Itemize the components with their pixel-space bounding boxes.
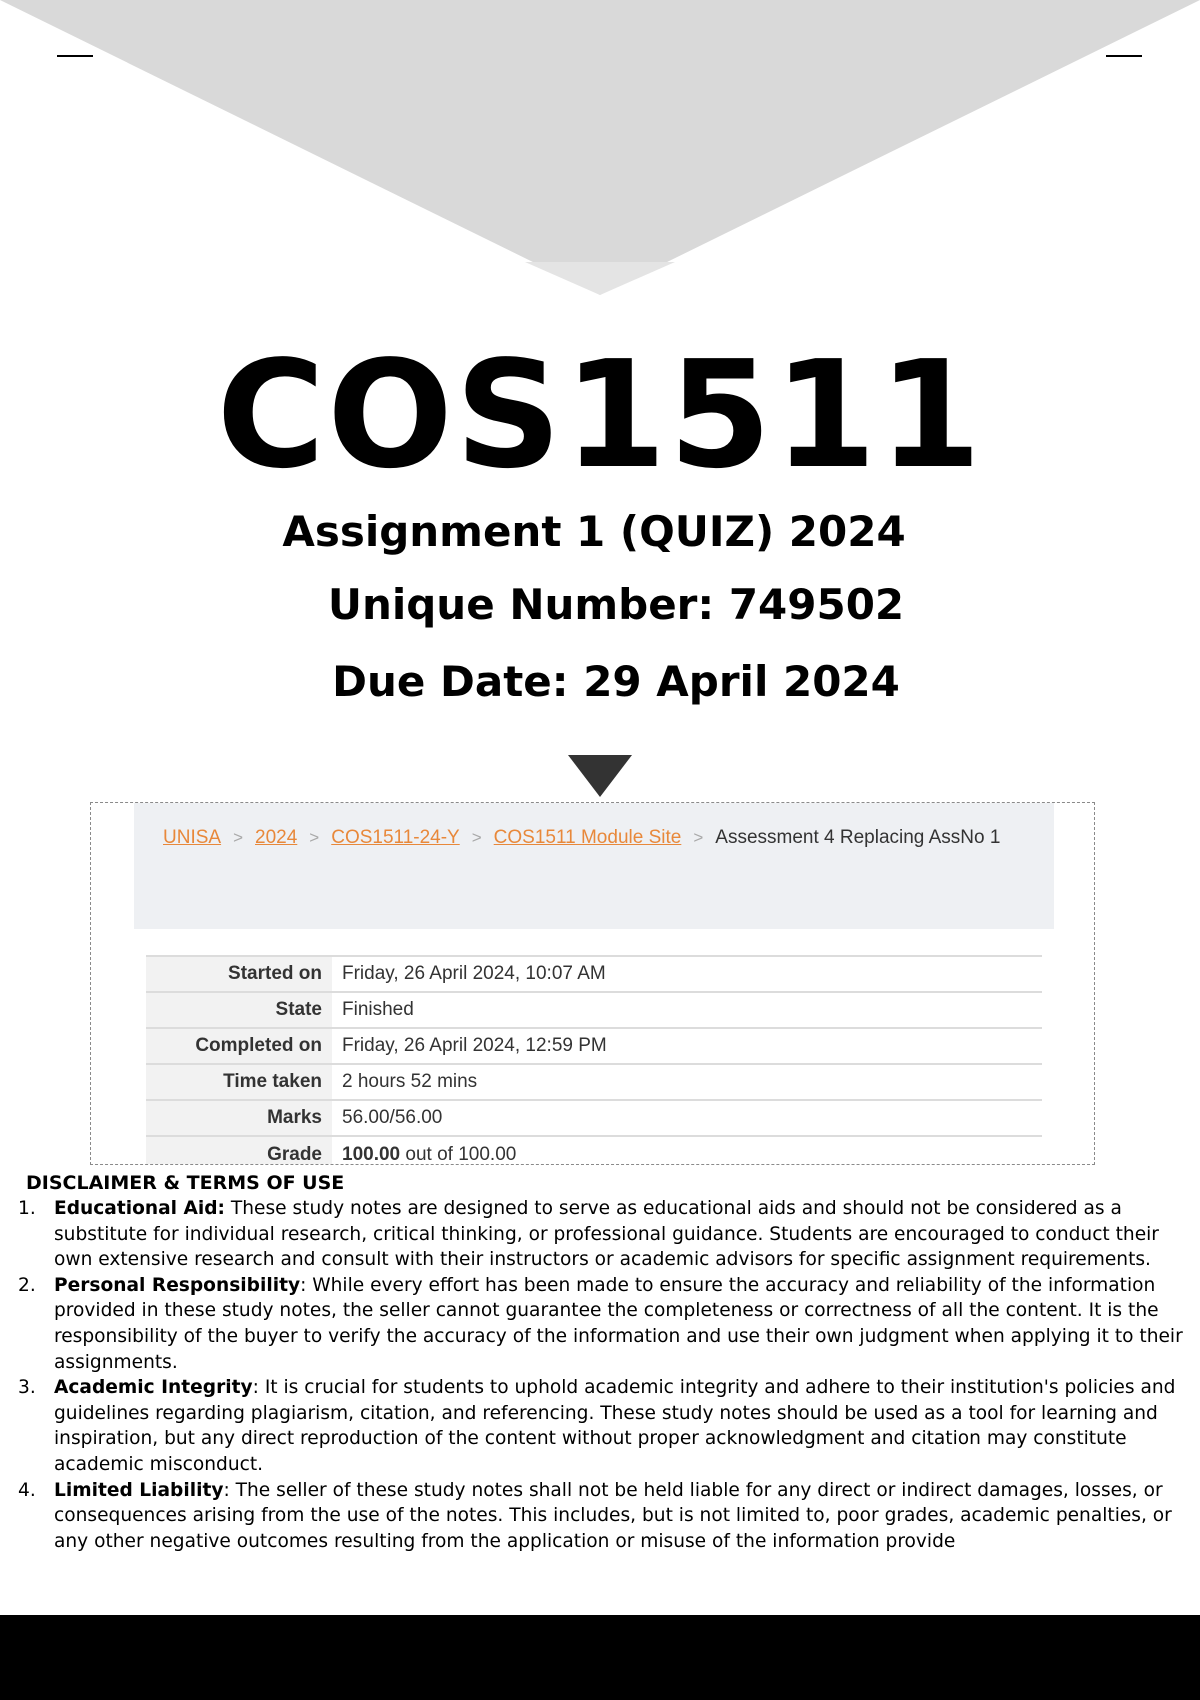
term-name: Limited Liability xyxy=(54,1479,224,1501)
row-value-grade xyxy=(332,1136,1042,1165)
corner-dash-left xyxy=(57,55,93,57)
row-label-grade: Grade xyxy=(146,1136,332,1165)
quiz-result-screenshot xyxy=(90,802,1095,1165)
breadcrumb-bar xyxy=(134,803,1054,929)
table-row xyxy=(146,992,1042,1028)
row-value-started-on: Friday, 26 April 2024, 10:07 AM xyxy=(332,956,1042,992)
assignment-title: Assignment 1 (QUIZ) 2024 xyxy=(282,507,906,556)
list-item xyxy=(18,1196,1188,1273)
down-arrow-icon xyxy=(568,755,632,797)
breadcrumb xyxy=(163,827,1000,849)
list-item xyxy=(18,1375,1188,1477)
term-name: Personal Responsibility xyxy=(54,1274,301,1296)
term-name: Educational Aid: xyxy=(54,1198,225,1219)
attempt-summary-table xyxy=(146,955,1042,1165)
row-label-started-on: Started on xyxy=(146,956,332,992)
footer-band xyxy=(0,1615,1200,1700)
item-number: 4. xyxy=(18,1479,36,1501)
due-date: Due Date: 29 April 2024 xyxy=(332,657,900,706)
breadcrumb-link-unisa[interactable]: UNISA xyxy=(163,827,222,848)
breadcrumb-link-course[interactable]: COS1511-24-Y xyxy=(331,827,460,848)
item-number: 2. xyxy=(18,1274,36,1296)
item-number: 1. xyxy=(18,1198,36,1219)
term-text: : While every effort has been made to ensure the accuracy and reliability of the information provided in these study notes, the seller cannot guarantee the completeness or correctness of all the content. It is the responsibility of the buyer to verify the accuracy of the information and use their own judgment when applying it to their assignments. xyxy=(54,1274,1183,1373)
breadcrumb-separator: > xyxy=(471,828,482,847)
row-value-state: Finished xyxy=(332,992,1042,1028)
term-text: These study notes are designed to serve as educational aids and should not be considered as a substitute for individual research, critical thinking, or professional guidance. Students are encouraged to conduct their own extensive research and consult with their instructors or academic advisors for specific assignment requirements. xyxy=(54,1198,1159,1271)
table-row xyxy=(146,1136,1042,1165)
decorative-chevron-banner xyxy=(0,0,1200,300)
disclaimer-title: DISCLAIMER & TERMS OF USE xyxy=(26,1172,345,1194)
row-value-time-taken: 2 hours 52 mins xyxy=(332,1064,1042,1100)
breadcrumb-separator: > xyxy=(309,828,320,847)
item-number: 3. xyxy=(18,1377,36,1399)
list-item xyxy=(18,1273,1188,1375)
course-code-title: COS1511 xyxy=(216,329,984,501)
term-text: : It is crucial for students to uphold academic integrity and adhere to their institution's policies and guidelines regarding plagiarism, citation, and referencing. These study notes should be used as a tool for learning and inspiration, but any direct reproduction of the content without proper acknowledgment and citation may constitute academic misconduct. xyxy=(54,1377,1176,1475)
grade-out-of: out of 100.00 xyxy=(400,1143,517,1165)
table-row xyxy=(146,1100,1042,1136)
breadcrumb-current: Assessment 4 Replacing AssNo 1 xyxy=(715,827,1001,848)
row-value-marks: 56.00/56.00 xyxy=(332,1100,1042,1136)
row-label-time-taken: Time taken xyxy=(146,1064,332,1100)
row-label-completed-on: Completed on xyxy=(146,1028,332,1064)
corner-dash-right xyxy=(1106,55,1142,57)
table-row xyxy=(146,1064,1042,1100)
breadcrumb-separator: > xyxy=(233,828,244,847)
unique-number: Unique Number: 749502 xyxy=(327,580,905,629)
grade-score: 100.00 xyxy=(342,1143,401,1165)
term-name: Academic Integrity xyxy=(54,1377,253,1399)
row-value-completed-on: Friday, 26 April 2024, 12:59 PM xyxy=(332,1028,1042,1064)
term-text: : The seller of these study notes shall not be held liable for any direct or indirect damages, losses, or consequences arising from the use of the notes. This includes, but is not limited to, poor grades, academic penalties, or any other negative outcomes resulting from the application or misuse of the information provide xyxy=(54,1479,1172,1552)
row-label-marks: Marks xyxy=(146,1100,332,1136)
breadcrumb-link-module-site[interactable]: COS1511 Module Site xyxy=(493,827,682,848)
terms-list xyxy=(18,1196,1188,1554)
breadcrumb-link-year[interactable]: 2024 xyxy=(255,827,298,848)
list-item xyxy=(18,1478,1188,1555)
table-row xyxy=(146,1028,1042,1064)
row-label-state: State xyxy=(146,992,332,1028)
table-row xyxy=(146,956,1042,992)
breadcrumb-separator: > xyxy=(693,828,704,847)
